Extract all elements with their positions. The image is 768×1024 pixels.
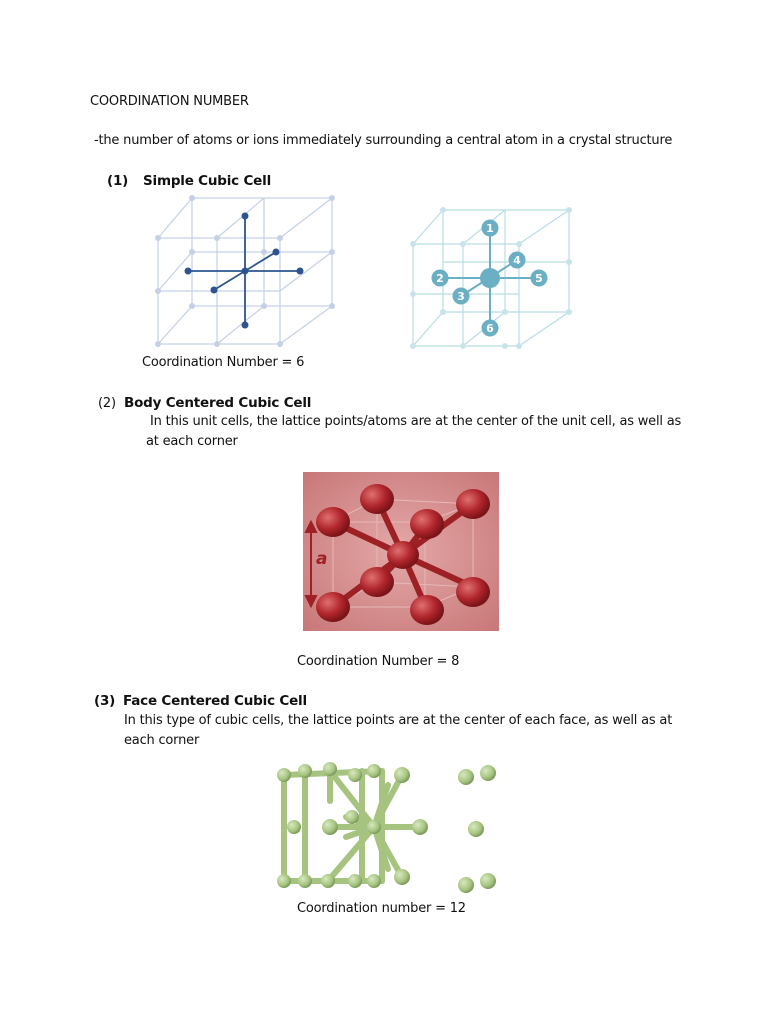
neighbor-label-1: 1	[486, 222, 494, 235]
page-title: COORDINATION NUMBER	[90, 94, 249, 109]
bcc-description-line1: In this unit cells, the lattice points/atoms are at the center of the unit cell, as well as	[150, 414, 682, 429]
section-2-title: Body Centered Cubic Cell	[124, 395, 312, 411]
section-1-title: Simple Cubic Cell	[143, 173, 271, 189]
section-3-number: (3)	[94, 693, 116, 709]
neighbor-label-6: 6	[486, 322, 494, 335]
fcc-description-line1: In this type of cubic cells, the lattice points are at the center of each face, as well as at	[124, 713, 673, 728]
neighbor-label-4: 4	[513, 254, 521, 267]
simple-cubic-neighbors-figure	[405, 202, 577, 354]
bcc-lattice-figure	[303, 472, 499, 631]
section-2-number: (2)	[98, 396, 116, 411]
section-3-title: Face Centered Cubic Cell	[123, 693, 307, 709]
simple-cubic-caption: Coordination Number = 6	[142, 355, 305, 370]
bcc-caption: Coordination Number = 8	[297, 654, 460, 669]
neighbor-label-5: 5	[535, 272, 543, 285]
simple-cubic-lattice-figure	[150, 190, 340, 355]
bcc-axis-label: a	[316, 549, 328, 569]
fcc-description-line2: each corner	[124, 733, 200, 748]
section-1-number: (1)	[107, 173, 129, 189]
bcc-description-line2: at each corner	[146, 434, 238, 449]
neighbor-label-2: 2	[436, 272, 444, 285]
definition-text: -the number of atoms or ions immediately surrounding a central atom in a crystal structure	[94, 133, 673, 148]
fcc-lattice-figure	[270, 757, 500, 899]
neighbor-label-3: 3	[457, 290, 465, 303]
fcc-caption: Coordination number = 12	[297, 901, 466, 916]
